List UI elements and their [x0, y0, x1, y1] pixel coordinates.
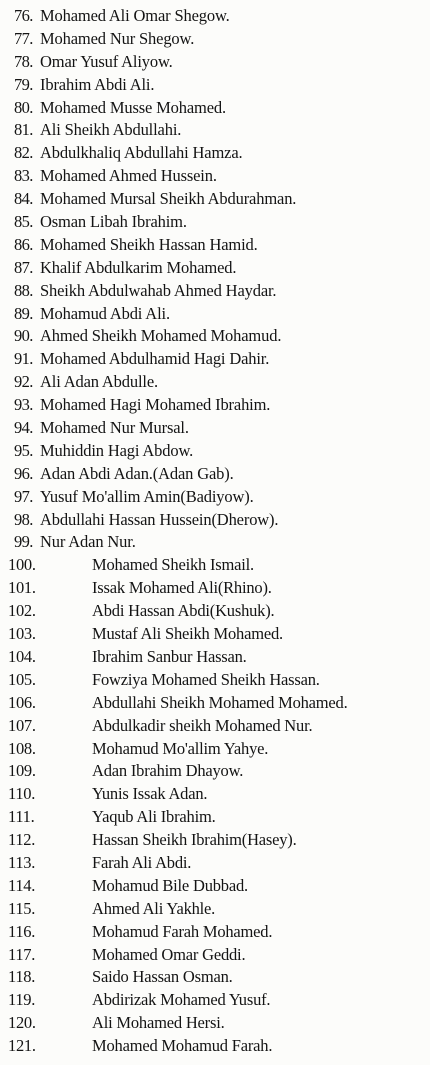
person-name: Ali Sheikh Abdullahi.: [40, 120, 182, 140]
person-name: Ali Adan Abdulle.: [40, 372, 158, 392]
list-item: [0, 463, 430, 486]
person-name: Mohamud Abdi Ali.: [40, 303, 170, 323]
item-number: 115.: [8, 898, 36, 918]
person-name: Khalif Abdulkarim Mohamed.: [40, 257, 237, 277]
list-item: [0, 74, 430, 97]
list-item: [0, 921, 430, 944]
person-name: Abdi Hassan Abdi(Kushuk).: [92, 601, 275, 621]
person-name: Mohamed Ali Omar Shegow.: [40, 6, 230, 25]
person-name: Osman Libah Ibrahim.: [40, 212, 187, 232]
list-item: [0, 5, 430, 28]
list-item: [0, 829, 430, 852]
person-name: Saido Hassan Osman.: [92, 967, 233, 987]
list-item: [0, 165, 430, 188]
person-name: Ahmed Sheikh Mohamed Mohamud.: [40, 326, 282, 346]
list-item: [0, 944, 430, 967]
item-number: 113.: [8, 852, 36, 872]
person-name: Ibrahim Sanbur Hassan.: [92, 646, 247, 666]
person-name: Fowziya Mohamed Sheikh Hassan.: [92, 669, 320, 689]
person-name: Mohamed Hagi Mohamed Ibrahim.: [40, 395, 271, 415]
list-item: [0, 646, 430, 669]
item-number: 90.: [14, 326, 33, 346]
list-item: [0, 394, 430, 417]
list-item: [0, 715, 430, 738]
list-item: [0, 692, 430, 715]
person-name: Ahmed Ali Yakhle.: [92, 898, 216, 918]
person-name: Mustaf Ali Sheikh Mohamed.: [92, 624, 283, 644]
list-item: [0, 28, 430, 51]
list-item: [0, 783, 430, 806]
item-number: 104.: [8, 646, 36, 666]
list-item: [0, 760, 430, 783]
person-name: Abdullahi Hassan Hussein(Dherow).: [40, 509, 279, 529]
item-number: 76.: [14, 6, 33, 25]
list-item: [0, 142, 430, 165]
list-item: [0, 486, 430, 509]
list-item: [0, 738, 430, 761]
item-number: 102.: [8, 601, 36, 621]
person-name: Mohamed Ahmed Hussein.: [40, 166, 217, 186]
item-number: 117.: [8, 944, 36, 964]
person-name: Mohamed Musse Mohamed.: [40, 97, 226, 117]
item-number: 109.: [8, 761, 36, 781]
person-name: Abdirizak Mohamed Yusuf.: [92, 990, 271, 1010]
list-item: [0, 303, 430, 326]
person-name: Mohamed Omar Geddi.: [92, 944, 246, 964]
item-number: 87.: [14, 257, 33, 277]
person-name: Mohamed Mohamud Farah.: [92, 1036, 273, 1056]
item-number: 77.: [14, 28, 33, 48]
person-name: Yusuf Mo'allim Amin(Badiyow).: [40, 486, 254, 506]
person-name: Mohamed Nur Shegow.: [40, 28, 195, 48]
item-number: 96.: [14, 463, 33, 483]
item-number: 98.: [14, 509, 33, 529]
person-name: Yaqub Ali Ibrahim.: [92, 807, 216, 827]
item-number: 89.: [14, 303, 33, 323]
list-item: [0, 51, 430, 74]
item-number: 93.: [14, 395, 33, 415]
person-name: Mohamed Abdulhamid Hagi Dahir.: [40, 349, 270, 369]
person-name: Farah Ali Abdi.: [92, 852, 192, 872]
person-name: Mohamed Nur Mursal.: [40, 418, 189, 438]
item-number: 94.: [14, 418, 33, 438]
person-name: Mohamed Sheikh Ismail.: [92, 555, 254, 575]
person-name: Muhiddin Hagi Abdow.: [40, 440, 194, 460]
list-item: [0, 188, 430, 211]
item-number: 79.: [14, 74, 33, 94]
list-item: [0, 989, 430, 1012]
list-item: [0, 669, 430, 692]
list-item: [0, 531, 430, 554]
list-item: [0, 211, 430, 234]
item-number: 85.: [14, 212, 33, 232]
person-name: Omar Yusuf Aliyow.: [40, 51, 173, 71]
item-number: 116.: [8, 921, 36, 941]
list-item: [0, 577, 430, 600]
person-name: Mohamed Mursal Sheikh Abdurahman.: [40, 189, 297, 209]
item-number: 114.: [8, 875, 36, 895]
list-item: [0, 898, 430, 921]
person-name: Ibrahim Abdi Ali.: [40, 74, 155, 94]
item-number: 88.: [14, 280, 33, 300]
list-item: [0, 623, 430, 646]
item-number: 84.: [14, 189, 33, 209]
item-number: 97.: [14, 486, 33, 506]
item-number: 120.: [8, 1013, 36, 1033]
person-name: Abdulkadir sheikh Mohamed Nur.: [92, 715, 313, 735]
person-name: Adan Ibrahim Dhayow.: [92, 761, 244, 781]
item-number: 111.: [8, 807, 35, 827]
list-item: [0, 1035, 430, 1058]
person-name: Mohamud Bile Dubbad.: [92, 875, 248, 895]
item-number: 119.: [8, 990, 36, 1010]
item-number: 110.: [8, 784, 36, 804]
item-number: 103.: [8, 624, 36, 644]
list-item: [0, 234, 430, 257]
list-item: [0, 348, 430, 371]
item-number: 91.: [14, 349, 33, 369]
list-item: [0, 966, 430, 989]
person-name: Yunis Issak Adan.: [92, 784, 208, 804]
list-item: [0, 875, 430, 898]
person-name: Mohamed Sheikh Hassan Hamid.: [40, 234, 258, 254]
list-item: [0, 1012, 430, 1035]
list-item: [0, 417, 430, 440]
person-name: Issak Mohamed Ali(Rhino).: [92, 578, 272, 598]
person-name: Sheikh Abdulwahab Ahmed Haydar.: [40, 280, 277, 300]
list-item: [0, 509, 430, 532]
list-item: [0, 554, 430, 577]
numbered-name-list: [0, 5, 430, 1058]
item-number: 92.: [14, 372, 33, 392]
list-item: [0, 600, 430, 623]
list-item: [0, 371, 430, 394]
person-name: Mohamud Farah Mohamed.: [92, 921, 273, 941]
person-name: Ali Mohamed Hersi.: [92, 1013, 225, 1033]
list-item: [0, 97, 430, 120]
list-item: [0, 440, 430, 463]
person-name: Abdulkhaliq Abdullahi Hamza.: [40, 143, 243, 163]
item-number: 83.: [14, 166, 33, 186]
item-number: 80.: [14, 97, 33, 117]
item-number: 81.: [14, 120, 33, 140]
person-name: Abdullahi Sheikh Mohamed Mohamed.: [92, 692, 348, 712]
person-name: Mohamud Mo'allim Yahye.: [92, 738, 269, 758]
item-number: 107.: [8, 715, 36, 735]
list-item: [0, 852, 430, 875]
list-item: [0, 280, 430, 303]
item-number: 106.: [8, 692, 36, 712]
item-number: 105.: [8, 669, 36, 689]
item-number: 100.: [8, 555, 36, 575]
item-number: 95.: [14, 440, 33, 460]
item-number: 82.: [14, 143, 33, 163]
item-number: 112.: [8, 830, 36, 850]
person-name: Adan Abdi Adan.(Adan Gab).: [40, 463, 234, 483]
item-number: 121.: [8, 1036, 36, 1056]
person-name: Hassan Sheikh Ibrahim(Hasey).: [92, 830, 297, 850]
item-number: 101.: [8, 578, 36, 598]
item-number: 99.: [14, 532, 33, 552]
item-number: 118.: [8, 967, 36, 987]
list-item: [0, 119, 430, 142]
list-item: [0, 257, 430, 280]
list-item: [0, 325, 430, 348]
person-name: Nur Adan Nur.: [40, 532, 136, 552]
item-number: 108.: [8, 738, 36, 758]
item-number: 86.: [14, 234, 33, 254]
list-item: [0, 806, 430, 829]
item-number: 78.: [14, 51, 33, 71]
